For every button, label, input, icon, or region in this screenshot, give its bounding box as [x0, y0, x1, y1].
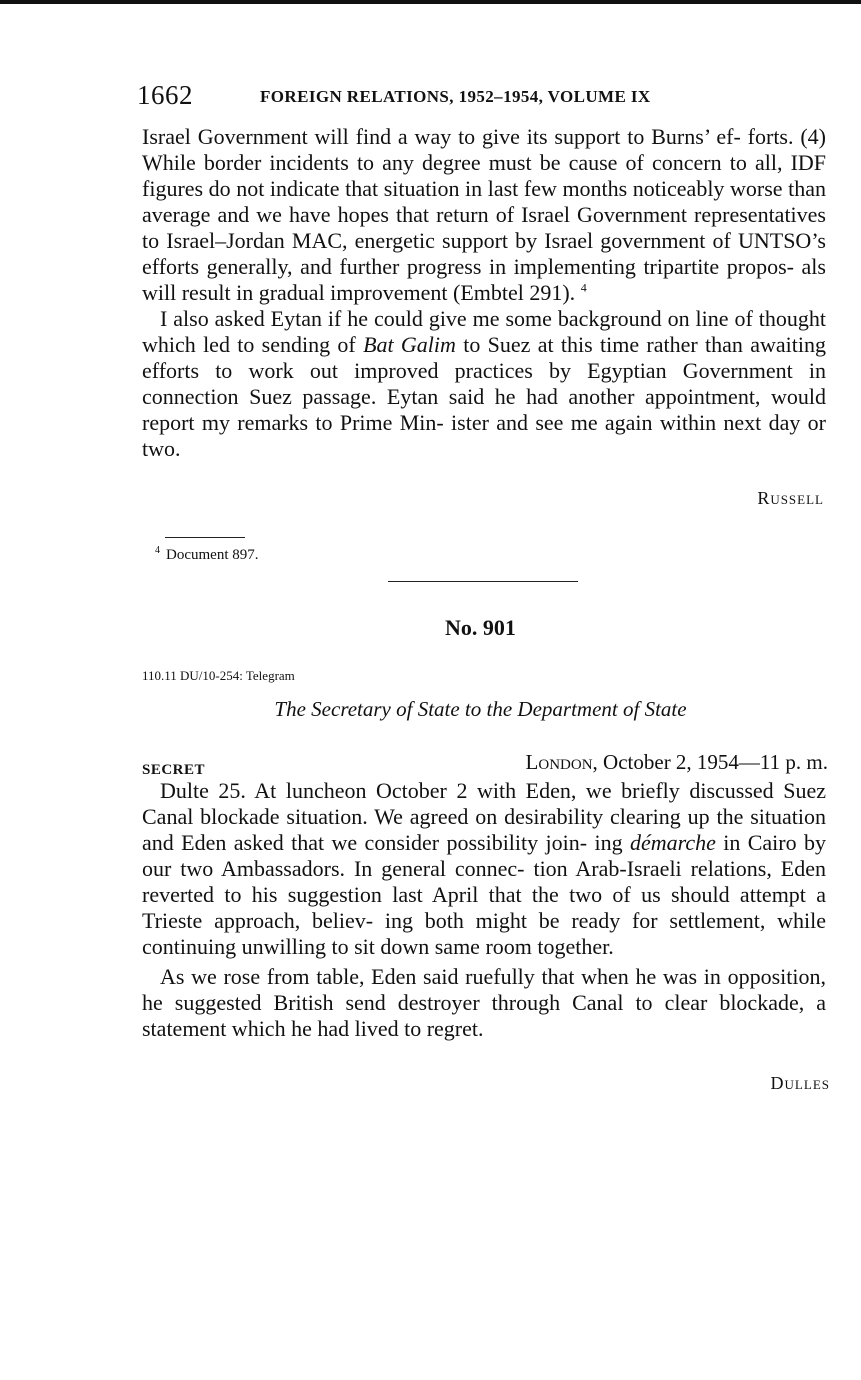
text-line: return of Israel Government representatives to Israel–Jordan — [142, 202, 826, 253]
signature-dulles: Dulles — [770, 1073, 830, 1093]
classification-label: SECRET — [142, 762, 206, 778]
text-line: clear blockade, a statement which he had lived to regret. — [142, 990, 827, 1041]
text-line: I also asked Eytan if he could give me some background on line — [160, 306, 729, 331]
text-line: Israel Government will find a way to give its support to Burns’ ef- — [142, 124, 741, 149]
text-line: of thought which led to sending of — [142, 306, 827, 357]
text-line: tion Arab-Israeli relations, Eden reverted to his suggestion last — [142, 856, 826, 907]
text-line: generally, and further progress in implementing tripartite propos- — [206, 254, 794, 279]
text-line: forts. (4) While border incidents to any degree must be cause of — [142, 124, 827, 175]
dateline — [526, 750, 828, 775]
document-title: The Secretary of State to the Department of State — [274, 697, 687, 721]
footnote-text: Document 897. — [166, 547, 259, 563]
text-line: April that the two of us should attempt a Trieste approach, believ- — [142, 882, 826, 933]
signature-russell: Russell — [757, 488, 824, 508]
previous-doc-paragraph-1 — [142, 124, 826, 306]
text-line: had another appointment, would report my remarks to Prime Min- — [142, 384, 826, 435]
document-separator — [388, 581, 578, 582]
footnote-divider — [165, 537, 245, 538]
text-line: Suez Canal blockade situation. We agreed on desirability clearing — [142, 778, 826, 829]
running-title: FOREIGN RELATIONS, 1952–1954, VOLUME IX — [260, 87, 651, 106]
text-line: Egyptian Government in connection Suez passage. Eytan said he — [142, 358, 826, 409]
document-paragraph-1 — [142, 778, 826, 960]
text-line: to sit down same room together. — [331, 934, 614, 959]
dateline-date: , October 2, 1954—11 p. m. — [592, 750, 828, 774]
document-number: No. 901 — [445, 615, 516, 640]
text-line: MAC, energetic support by Israel government of UNTSO’s efforts — [142, 228, 826, 279]
file-reference: 110.11 DU/10-254: Telegram — [142, 668, 295, 683]
text-line: to Suez at this time — [455, 332, 640, 357]
document-paragraph-2 — [142, 964, 826, 1042]
text-line: concern to all, IDF figures do not indicate that situation in last few — [142, 150, 827, 201]
text-line: opposition, he suggested British send destroyer through Canal to — [142, 964, 827, 1015]
dateline-city: London — [525, 750, 593, 774]
text-line: up the situation and Eden asked that we consider possibility join- — [142, 804, 827, 855]
text-line: als will result in gradual improvement (Embtel 291). — [142, 254, 826, 305]
footnote-reference: 4 — [580, 280, 587, 295]
text-line: ister and see me again within next day or two. — [142, 410, 826, 461]
italic-term: démarche — [629, 830, 716, 855]
text-line: rather than awaiting efforts to work out improved practices by — [142, 332, 826, 383]
previous-document-body — [142, 124, 826, 462]
scan-top-border — [0, 0, 861, 4]
text-line: months noticeably worse than average and we have hopes that — [142, 176, 826, 227]
document-body — [142, 778, 826, 1042]
text-line: in Cairo by our two Ambassadors. In general connec- — [142, 830, 826, 881]
footnote-marker: 4 — [155, 545, 160, 556]
text-line: ing — [594, 830, 630, 855]
page-number: 1662 — [137, 80, 193, 110]
previous-doc-paragraph-2 — [142, 306, 826, 462]
text-line: Dulte 25. At luncheon October 2 with Eden, we briefly discussed — [160, 778, 774, 803]
text-line: ing both might be ready for settlement, while continuing unwilling — [142, 908, 826, 959]
footnote — [155, 545, 258, 564]
text-line: As we rose from table, Eden said ruefully that when he was in — [160, 964, 721, 989]
vessel-name: Bat Galim — [363, 332, 456, 357]
